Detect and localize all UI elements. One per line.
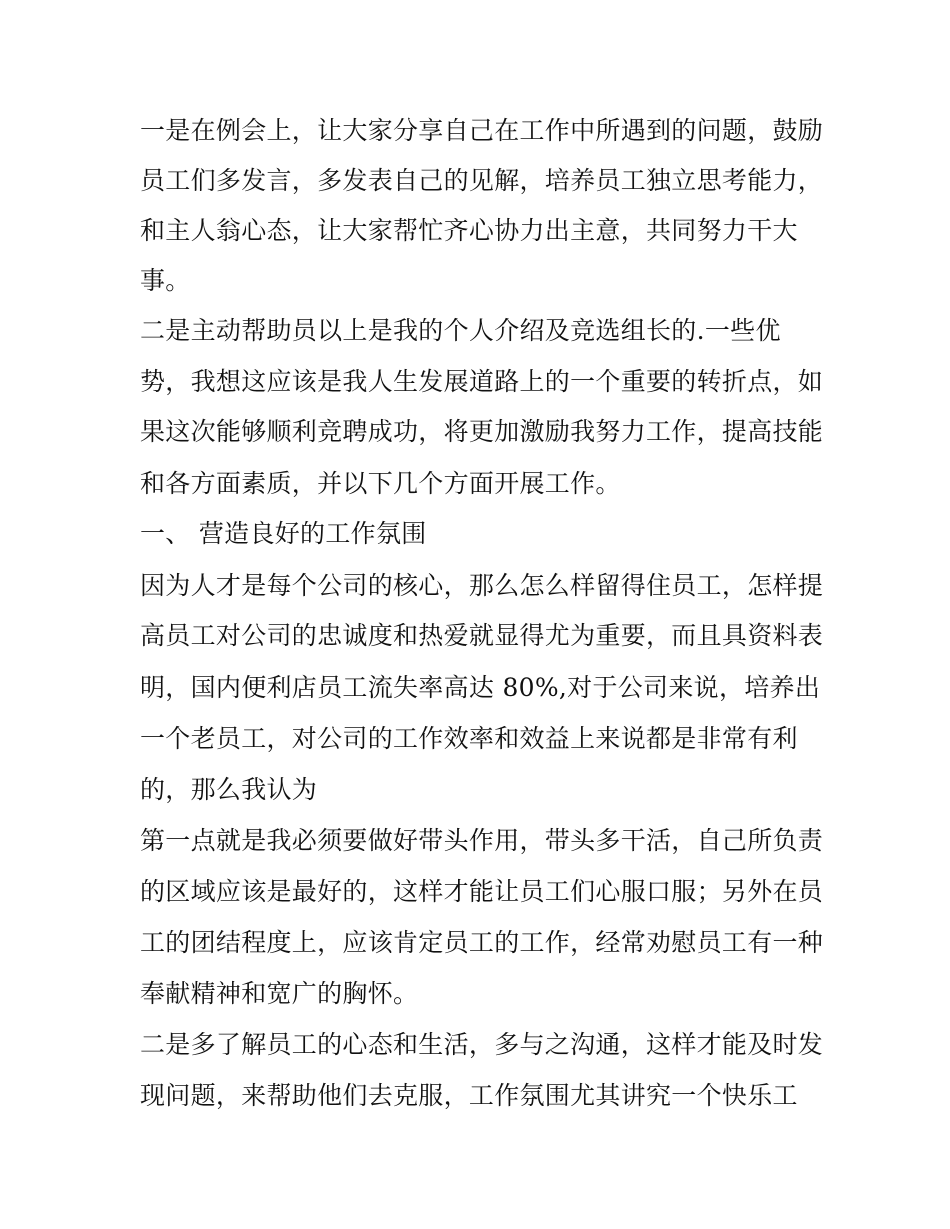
section-heading: 一、 营造良好的工作氛围 <box>140 519 427 548</box>
paragraph-line: 明，国内便利店员工流失率高达 80%,对于公司来说，培养出 <box>140 673 821 702</box>
paragraph-line: 果这次能够顺利竞聘成功，将更加激励我努力工作，提高技能 <box>140 417 824 446</box>
paragraph-line: 高员工对公司的忠诚度和热爱就显得尤为重要，而且具资料表 <box>140 621 824 650</box>
paragraph-line: 事。 <box>140 266 191 295</box>
paragraph-line: 一是在例会上，让大家分享自己在工作中所遇到的问题，鼓励 <box>140 116 824 145</box>
paragraph-line: 和各方面素质，并以下几个方面开展工作。 <box>140 469 621 498</box>
paragraph-line: 的，那么我认为 <box>140 775 318 804</box>
paragraph-line: 员工们多发言，多发表自己的见解，培养员工独立思考能力， <box>140 166 824 195</box>
paragraph-line: 的区域应该是最好的，这样才能让员工们心服口服；另外在员 <box>140 877 824 906</box>
paragraph-line: 和主人翁心态，让大家帮忙齐心协力出主意，共同努力干大 <box>140 216 798 245</box>
paragraph-line: 现问题，来帮助他们去克服，工作氛围尤其讲究一个快乐工 <box>140 1081 798 1110</box>
paragraph-line: 二是多了解员工的心态和生活，多与之沟通，这样才能及时发 <box>140 1030 824 1059</box>
paragraph-line: 工的团结程度上，应该肯定员工的工作，经常劝慰员工有一种 <box>140 928 824 957</box>
paragraph-line: 因为人才是每个公司的核心，那么怎么样留得住员工，怎样提 <box>140 571 824 600</box>
paragraph-line: 势，我想这应该是我人生发展道路上的一个重要的转折点，如 <box>140 367 824 396</box>
paragraph-line: 奉献精神和宽广的胸怀。 <box>140 979 419 1008</box>
paragraph-line: 二是主动帮助员以上是我的个人介绍及竞选组长的.一些优 <box>140 316 781 345</box>
paragraph-line: 第一点就是我必须要做好带头作用，带头多干活，自己所负责 <box>140 826 824 855</box>
paragraph-line: 一个老员工，对公司的工作效率和效益上来说都是非常有利 <box>140 724 798 753</box>
